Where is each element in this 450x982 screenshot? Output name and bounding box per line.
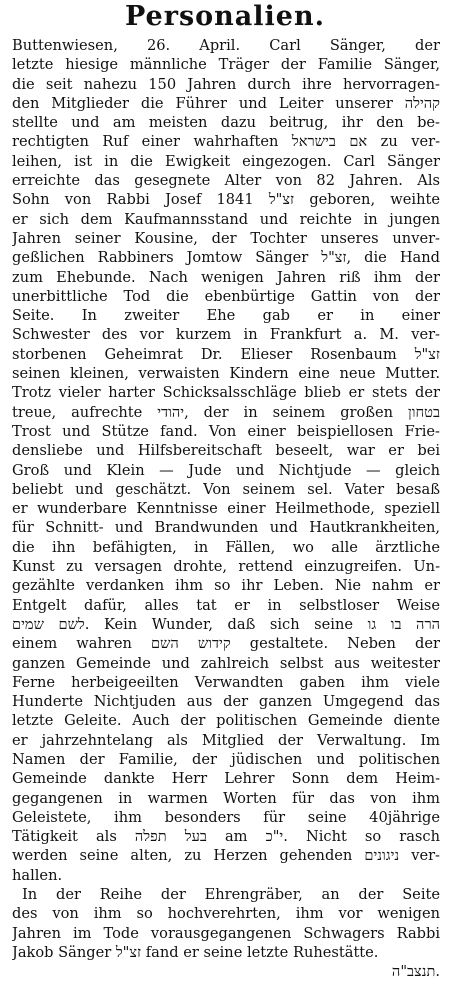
article-line: Seite. In zweiter Ehe gab er in einer [12, 307, 440, 325]
article-line: Jahren im Tode vorausgegangenen Schwagers Rabbi [12, 924, 440, 942]
article-line: er sich dem Kaufmannsstand und reichte in jungen [12, 210, 440, 228]
article-line: letzte Geleite. Auch der politischen Gemeinde diente [12, 712, 440, 730]
article-line: leihen, ist in die Ewigkeit eingezogen. Carl Sänger [12, 152, 440, 170]
article-line: Trost und Stütze fand. Von einer beispiellosen Frie- [12, 422, 440, 440]
article-line: letzte hiesige männliche Träger der Familie Sänger, [12, 56, 440, 74]
article-line: Gemeinde dankte Herr Lehrer Sonn dem Heim- [12, 770, 440, 788]
article-line: unerbittliche Tod die ebenbürtige Gattin von der [12, 287, 440, 305]
article-line: werden seine alten, zu Herzen gehenden ניגונים ver- [12, 847, 440, 865]
article-line: Jakob Sänger זצ"ל fand er seine letzte Ruhestätte. [12, 943, 379, 961]
article-title: Personalien. [124, 1, 326, 32]
article-line: er wunderbare Kenntnisse einer Heilmethode, speziell [12, 500, 440, 518]
article-line: gegangenen in warmen Worten für das von ihm [12, 789, 440, 807]
article-line: Schwester des vor kurzem in Frankfurt a. M. ver- [12, 326, 440, 344]
article-line: treue, aufrechte יהודי, der in seinem großen בטחון [12, 403, 440, 421]
article-line: Hunderte Nichtjuden aus der ganzen Umgegend das [12, 693, 440, 711]
article-line: Jahren seiner Kousine, der Tochter unseres unver- [12, 229, 440, 247]
article-line: ganzen Gemeinde und zahlreich selbst aus weitester [12, 654, 440, 672]
article-line: תנצב"ה. [391, 963, 440, 981]
article-line: Ferne herbeigeeilten Verwandten gaben ihm viele [12, 673, 440, 691]
article-body [12, 36, 440, 982]
article-line: Buttenwiesen, 26. April. Carl Sänger, der [12, 37, 440, 54]
article-line: einem wahren קידוש השם gestaltete. Neben der [12, 635, 440, 653]
article-line: In der Reihe der Ehrengräber, an der Seite [22, 886, 440, 904]
article-line: beliebt und geschätzt. Von seinem sel. Vater besaß [12, 480, 440, 498]
article-line: Geleistete, ihm besonders für seine 40jährige [12, 808, 440, 826]
article-line: die ihn befähigten, in Fällen, wo alle ärztliche [12, 538, 440, 556]
article-line: die seit nahezu 150 Jahren durch ihre hervorragen- [12, 75, 440, 93]
article-line: Sohn von Rabbi Josef זצ"ל 1841 geboren, weihte [12, 191, 440, 209]
article-line: des von ihm so hochverehrten, ihm vor wenigen [12, 905, 440, 923]
article-line: Namen der Familie, der jüdischen und politischen [12, 750, 440, 768]
article-line: densliebe und Hilfsbereitschaft beseelt, war er bei [12, 442, 440, 460]
article-line: gezählte verdanken ihm so ihr Leben. Nie nahm er [12, 577, 440, 595]
article-line: Entgelt dafür, alles tat er in selbstloser Weise [12, 596, 440, 614]
article-line: erreichte das gesegnete Alter von 82 Jahren. Als [12, 172, 440, 190]
article-line: zum Ehebunde. Nach wenigen Jahren riß ihm der [12, 268, 440, 286]
article-line: geßlichen Rabbiners Jomtow Sänger זצ"ל, die Hand [12, 249, 440, 267]
article-line: Trotz vieler harter Schicksalsschläge blieb er stets der [12, 384, 440, 402]
article-line: seinen kleinen, verwaisten Kindern eine neue Mutter. [12, 365, 440, 383]
article-line: hallen. [12, 866, 63, 884]
article-line: den Mitglieder die Führer und Leiter unserer קהילה [12, 94, 440, 112]
article-line: Kunst zu versagen drohte, rettend einzugreifen. Un- [12, 558, 440, 576]
article-line: rechtigten Ruf einer wahrhaften אם בישראל zu ver- [12, 133, 440, 151]
article-line: Tätigkeit als בעל תפלה am י"כ. Nicht so rasch [12, 828, 440, 846]
article-line: er jahrzehntelang als Mitglied der Verwaltung. Im [12, 731, 440, 749]
article-line: für Schnitt- und Brandwunden und Hautkrankheiten, [12, 519, 440, 537]
article-line: לשם שמים. Kein Wunder, daß sich seine הרה בו גו [12, 615, 440, 633]
article-line: stellte und am meisten dazu beitrug, ihr den be- [12, 114, 440, 132]
article-line: Groß und Klein — Jude und Nichtjude — gleich [12, 461, 440, 479]
article-line: storbenen Geheimrat Dr. Elieser Rosenbaum זצ"ל [12, 345, 440, 363]
